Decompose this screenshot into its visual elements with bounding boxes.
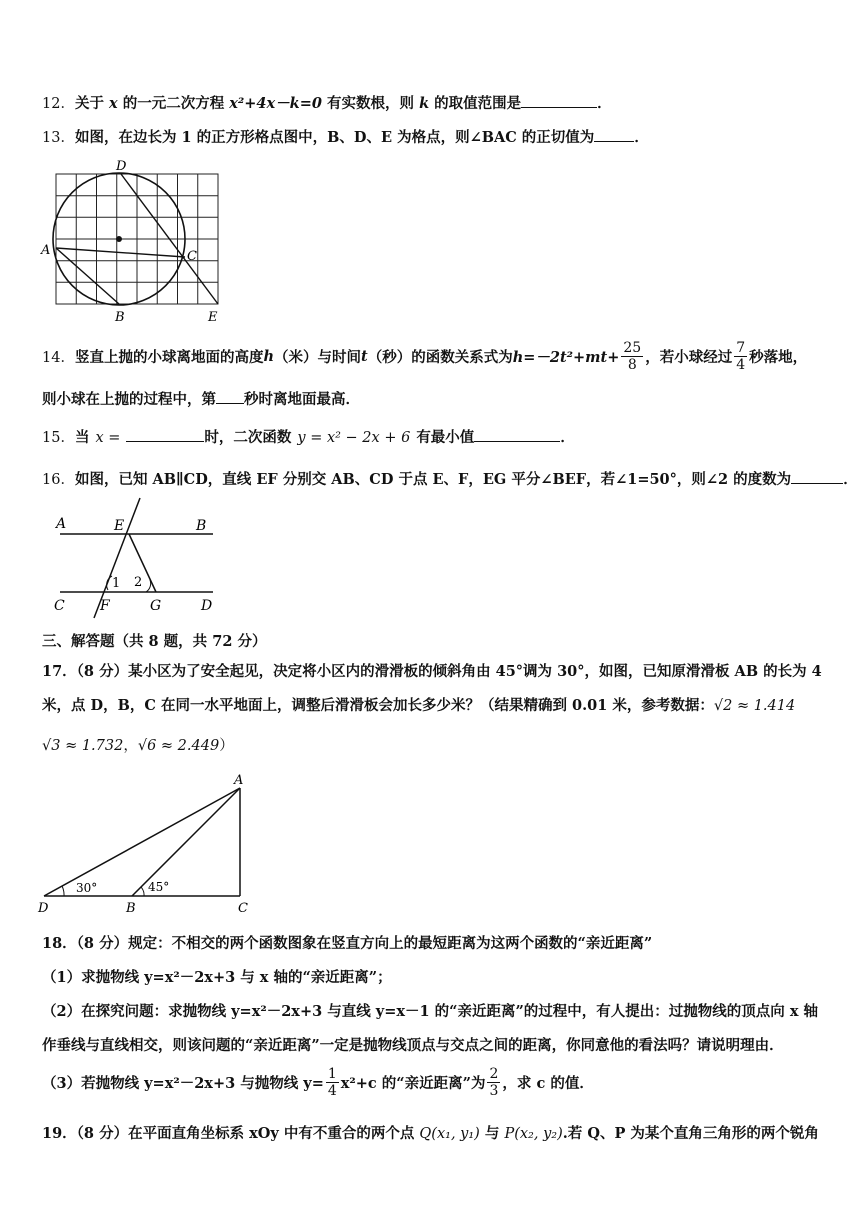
sqrt3-approx: √3 ≈ 1.732: [42, 738, 124, 754]
var-h: h: [263, 347, 274, 365]
angle-45-label: 45°: [148, 880, 170, 894]
var-t: t: [361, 347, 368, 365]
answer-blank[interactable]: [594, 140, 634, 142]
var-x: x: [109, 95, 118, 112]
q13-text: 如图，在边长为 1 的正方形格点图中，B、D、E 为格点，则∠BAC 的正切值为: [74, 129, 595, 146]
label-D: D: [201, 598, 213, 614]
question-15: [42, 426, 575, 447]
q14-formula: h=－2t²+mt+: [512, 348, 620, 366]
point-P: P(x₂, y₂): [504, 1126, 563, 1142]
question-17-line3: [42, 734, 234, 755]
question-19: [42, 1122, 819, 1143]
q15-text: 有最小值: [416, 429, 475, 446]
question-18-part2a: （2）在探究问题：求抛物线 y=x²－2x+3 与直线 y=x－1 的“亲近距离”的过程中，有人提出：过抛物线的顶点向 x 轴: [42, 1003, 819, 1020]
denominator: 4: [327, 1082, 337, 1099]
q12-text: 有实数根，则: [321, 95, 420, 112]
label-B: B: [115, 310, 125, 324]
question-14-line2: [42, 388, 360, 409]
label-E: E: [114, 518, 125, 534]
q18-text: ，求 c 的值．: [502, 1074, 594, 1092]
label-A: A: [41, 243, 51, 258]
label-A: A: [234, 773, 244, 788]
q12-text: 的一元二次方程: [117, 95, 230, 112]
q19-text: .若 Q、P 为某个直角三角形的两个锐角: [562, 1125, 819, 1142]
label-1: 1: [112, 576, 121, 591]
label-A: A: [56, 516, 67, 532]
label-D: D: [116, 159, 127, 174]
label-G: G: [150, 598, 162, 614]
denominator: 4: [736, 356, 746, 373]
question-17-line1: 17．（8 分）某小区为了安全起见，决定将小区内的滑滑板的倾斜角由 45°调为 30°，如图，已知原滑滑板 AB 的长为 4: [42, 663, 822, 680]
segment-AB: [56, 248, 119, 304]
question-number: 13．: [42, 130, 75, 146]
label-C: C: [238, 901, 248, 916]
question-number: 12．: [42, 96, 75, 112]
q19-text: 19．（8 分）在平面直角坐标系 xOy 中有不重合的两个点: [42, 1125, 420, 1142]
q17-text: 米，点 D，B，C 在同一水平地面上，调整后滑滑板会加长多少米？（结果精确到 0.01 米，参考数据：: [42, 697, 714, 714]
q17-figure: [34, 770, 264, 918]
angle-30-arc: [62, 886, 64, 896]
q15-function: y = x² − 2x + 6: [297, 430, 411, 446]
q14-text: ，若小球经过: [645, 348, 733, 366]
question-number: 14．: [42, 349, 75, 366]
label-C: C: [187, 249, 197, 264]
angle-2-arc: [146, 580, 151, 592]
slide-AD: [44, 788, 240, 896]
q12-equation: x²+4x－k=0: [229, 95, 322, 112]
q14-text: 竖直上抛的小球离地面的高度: [74, 348, 264, 366]
numerator: 25: [623, 339, 642, 356]
question-13: [42, 126, 649, 147]
answer-blank[interactable]: [126, 440, 204, 442]
numerator: 7: [736, 339, 746, 356]
numerator: 1: [327, 1065, 337, 1082]
q16-text: 如图，已知 AB∥CD，直线 EF 分别交 AB、CD 于点 E、F，EG 平分∠BEF，若∠1=50°，则∠2 的度数为: [74, 471, 792, 488]
q12-text: 关于: [74, 95, 110, 112]
point-Q: Q(x₁, y₁): [419, 1126, 480, 1142]
question-12: [42, 92, 612, 113]
sqrt6-approx: √6 ≈ 2.449: [137, 738, 220, 754]
fraction-2-3: [487, 1066, 500, 1099]
label-C: C: [54, 598, 65, 614]
question-14: [42, 336, 807, 376]
q15-end: ．: [560, 429, 575, 446]
var-k: k: [419, 95, 430, 112]
segment-AC: [56, 248, 185, 257]
q14-text: （米）与时间: [274, 348, 361, 366]
question-number: 15．: [42, 430, 75, 446]
question-16: [42, 468, 858, 489]
q18-text: （3）若抛物线 y=x²－2x+3 与抛物线 y=: [42, 1074, 324, 1092]
q13-figure: [38, 156, 238, 324]
q12-end: ．: [597, 95, 612, 112]
answer-blank[interactable]: [474, 440, 560, 442]
angle-45-arc: [141, 887, 144, 896]
q14-text: 秒时离地面最高．: [244, 391, 360, 408]
section-heading: 三、解答题（共 8 题，共 72 分）: [42, 633, 267, 650]
q15-xeq: x =: [95, 430, 121, 446]
question-18-line1: 18．（8 分）规定：不相交的两个函数图象在竖直方向上的最短距离为这两个函数的“亲近距离”: [42, 935, 653, 952]
q19-text: 与: [479, 1125, 505, 1142]
angle-30-label: 30°: [76, 881, 98, 895]
question-17-line2: [42, 694, 795, 715]
denominator: 3: [489, 1082, 499, 1099]
label-2: 2: [134, 575, 143, 590]
sqrt2-approx: √2 ≈ 1.414: [713, 698, 796, 714]
answer-blank[interactable]: [521, 106, 597, 108]
q14-text: （秒）的函数关系式为: [367, 348, 513, 366]
label-E: E: [208, 310, 218, 324]
q12-text: 的取值范围是: [429, 95, 522, 112]
label-B: B: [126, 901, 136, 916]
answer-blank[interactable]: [791, 482, 843, 484]
q13-end: ．: [634, 129, 649, 146]
grid: [56, 174, 218, 304]
label-D: D: [38, 901, 49, 916]
q18-text: x²+c 的“亲近距离”为: [340, 1074, 486, 1092]
q15-text: 时，二次函数: [204, 429, 292, 446]
numerator: 2: [489, 1065, 499, 1082]
question-18-part3: [42, 1062, 594, 1102]
closing-paren: ）: [219, 738, 234, 754]
center-point: [116, 236, 122, 242]
question-18-part2b: 作垂线与直线相交，则该问题的“亲近距离”一定是抛物线顶点与交点之间的距离，你同意他的看法吗？请说明理由．: [42, 1037, 784, 1054]
q14-text: 则小球在上抛的过程中，第: [42, 391, 216, 408]
label-B: B: [196, 518, 207, 534]
q16-end: ．: [843, 471, 858, 488]
q15-text: 当: [74, 429, 90, 446]
denominator: 8: [627, 356, 637, 373]
q16-figure: [48, 496, 228, 620]
answer-blank[interactable]: [216, 402, 244, 404]
fraction-25-8: [621, 340, 643, 373]
fraction-1-4: [326, 1066, 339, 1099]
question-18-part1: （1）求抛物线 y=x²－2x+3 与 x 轴的“亲近距离”；: [42, 969, 392, 986]
q14-text: 秒落地，: [749, 348, 808, 366]
question-number: 16．: [42, 472, 75, 488]
separator: ，: [123, 738, 138, 754]
fraction-7-4: [734, 340, 747, 373]
label-F: F: [100, 598, 110, 614]
